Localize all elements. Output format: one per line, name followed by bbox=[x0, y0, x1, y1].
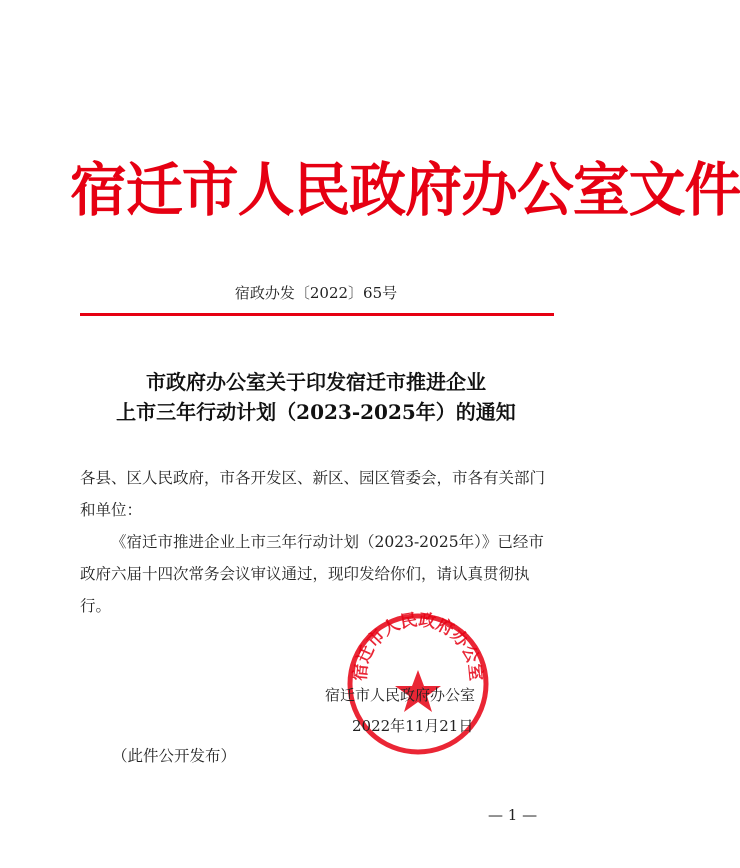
signature-organization: 宿迁市人民政府办公室 bbox=[325, 686, 476, 704]
red-divider-line bbox=[80, 313, 554, 316]
publish-note: （此件公开发布） bbox=[112, 747, 237, 765]
main-paragraph: 《宿迁市推进企业上市三年行动计划（2023-2025年）》已经市政府六届十四次常务会议审议通过，现印发给你们，请认真贯彻执行。 bbox=[80, 533, 544, 615]
document-number: 宿政办发〔2022〕65号 bbox=[234, 284, 398, 302]
document-masthead: 宿迁市人民政府办公室文件 bbox=[70, 156, 740, 224]
addressee-paragraph: 各县、区人民政府，市各开发区、新区、园区管委会，市各有关部门和单位： bbox=[80, 469, 546, 519]
document-title-line-2: 上市三年行动计划（2023-2025年）的通知 bbox=[116, 400, 516, 424]
signature-date: 2022年11月21日 bbox=[352, 717, 474, 735]
page-number: — 1 — bbox=[488, 806, 538, 824]
document-title-line-1: 市政府办公室关于印发宿迁市推进企业 bbox=[146, 370, 486, 394]
seal-text: 宿迁市人民政府办公室 bbox=[350, 610, 486, 682]
